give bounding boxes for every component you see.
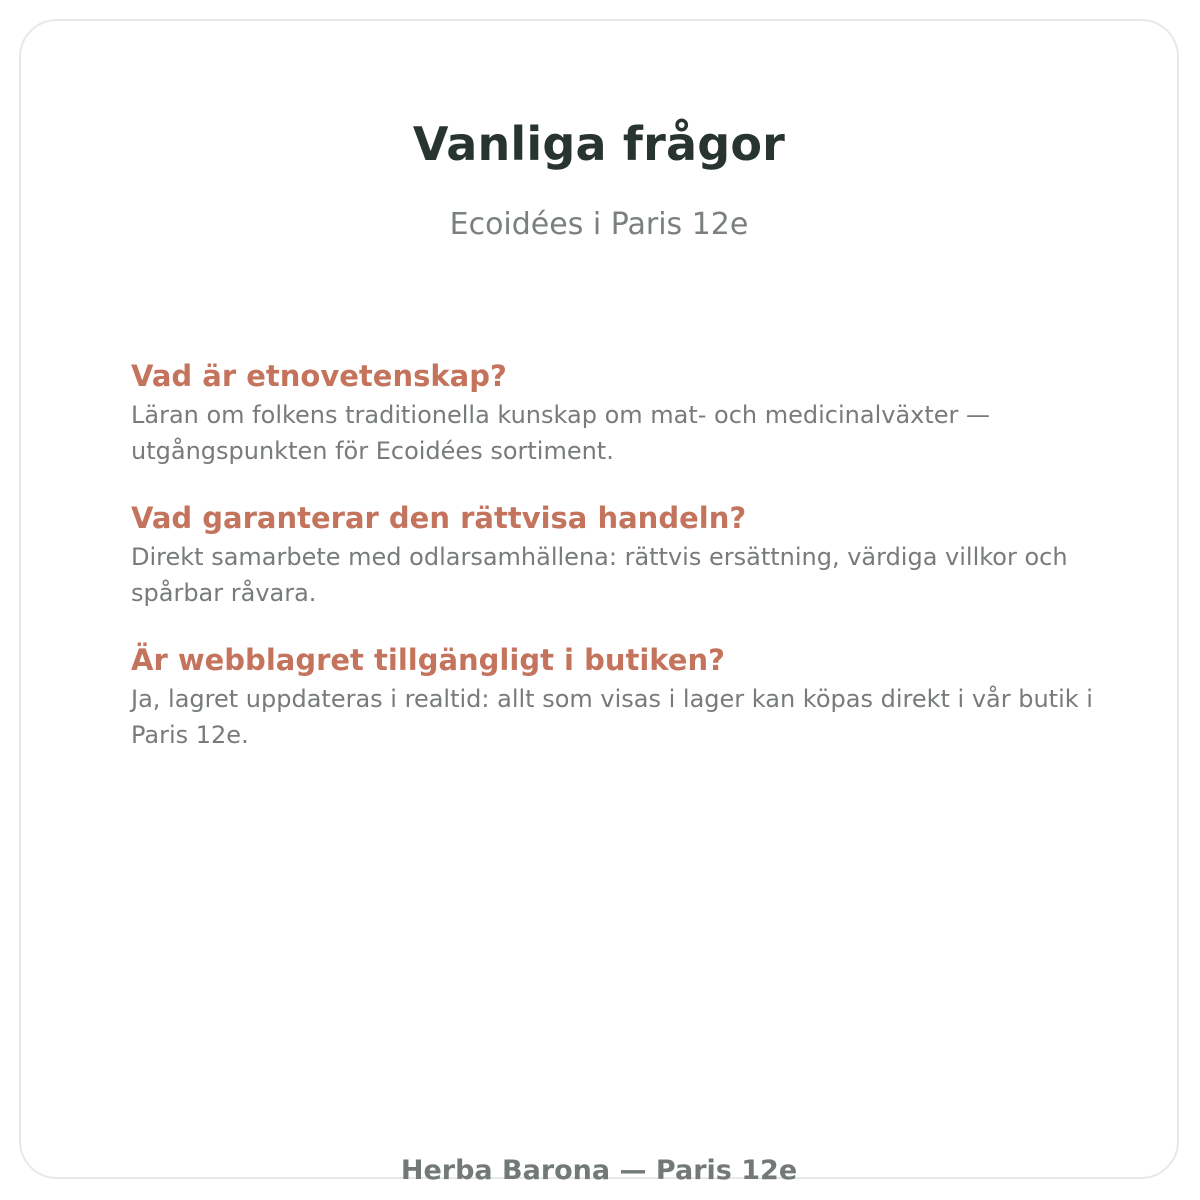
faq-answer: Direkt samarbete med odlarsamhällena: rättvis ersättning, värdiga villkor och spårbar råvara. <box>131 543 1068 607</box>
faq-question: Är webblagret tillgängligt i butiken? <box>131 643 725 677</box>
page-title: Vanliga frågor <box>412 117 786 171</box>
page-subtitle: Ecoidées i Paris 12e <box>449 207 749 242</box>
faq-answer: Läran om folkens traditionella kunskap om mat- och medicinalväxter — utgångspunkten för Ecoidées sortiment. <box>131 401 991 465</box>
faq-card <box>19 19 1179 1186</box>
faq-item <box>131 357 1131 469</box>
faq-item <box>131 641 1131 753</box>
faq-question: Vad är etnovetenskap? <box>131 359 507 393</box>
faq-item <box>131 499 1131 611</box>
footer-text: Herba Barona — Paris 12e <box>400 1155 798 1186</box>
faq-list <box>131 357 1131 783</box>
faq-answer: Ja, lagret uppdateras i realtid: allt som visas i lager kan köpas direkt i vår butik i Paris 12e. <box>131 685 1093 749</box>
faq-question: Vad garanterar den rättvisa handeln? <box>131 501 747 535</box>
